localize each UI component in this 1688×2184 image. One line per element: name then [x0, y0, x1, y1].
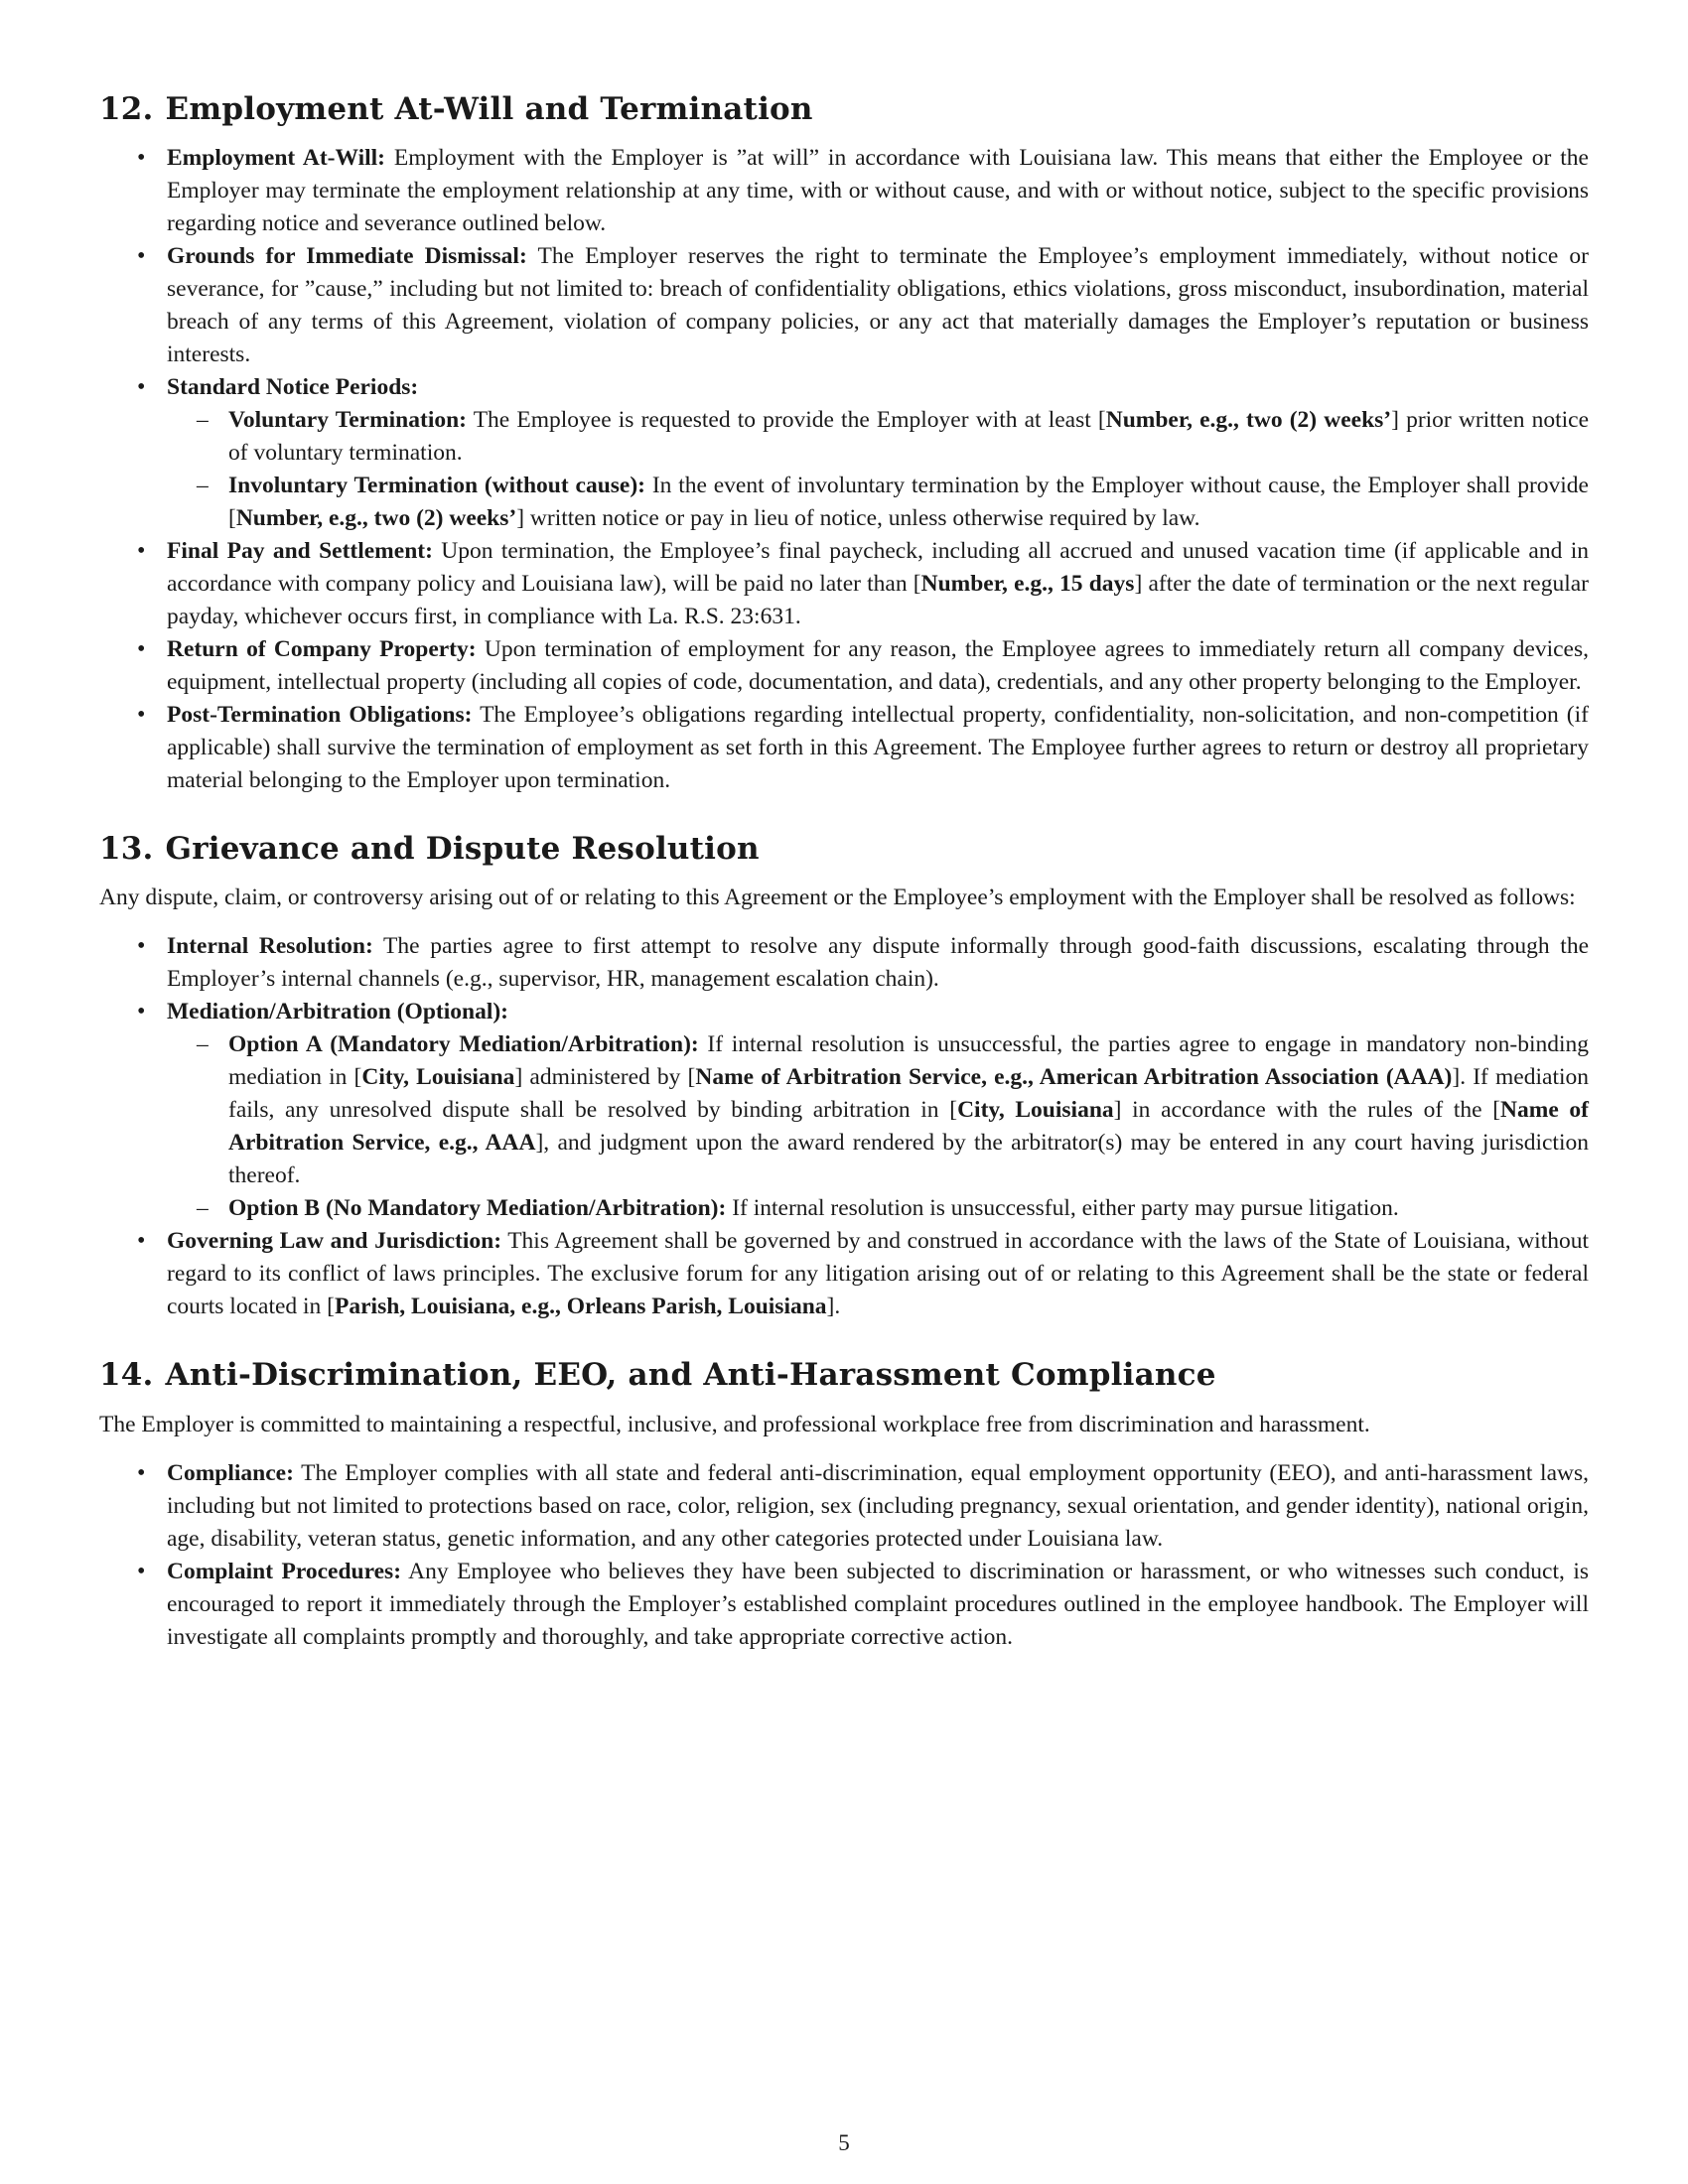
sub-list-item: – Involuntary Termination (without cause): In the event of involuntary termination by the Employer without cause, the Employer shall provide [Number, e.g., two (2) weeks’] written notice or pay in lieu of notice, unless otherwise required by law.	[228, 470, 1589, 535]
list-item: • Complaint Procedures: Any Employee who believes they have been subjected to discrimination or harassment, or who witnesses such conduct, is encouraged to report it immediately through the Employer’s established complaint procedures outlined in the employee handbook. The Employer will investigate all complaints promptly and thoroughly, and take appropriate corrective action.	[167, 1556, 1589, 1654]
section-heading: 14. Anti-Discrimination, EEO, and Anti-Harassment Compliance	[99, 1357, 1216, 1394]
document-page	[99, 91, 1589, 1688]
list-item: • Internal Resolution: The parties agree to first attempt to resolve any dispute informally through good-faith discussions, escalating through the Employer’s internal channels (e.g., supervisor, HR, management escalation chain).	[167, 930, 1589, 996]
section-heading: 12. Employment At-Will and Termination	[99, 91, 813, 127]
list-item: • Compliance: The Employer complies with all state and federal anti-discrimination, equal employment opportunity (EEO), and anti-harassment laws, including but not limited to protections based on race, color, religion, sex (including pregnancy, sexual orientation, and gender identity), national origin, age, disability, veteran status, genetic information, and any other categories protected under Louisiana law.	[167, 1457, 1589, 1556]
sub-list-item: – Voluntary Termination: The Employee is requested to provide the Employer with at least [Number, e.g., two (2) weeks’] prior written notice of voluntary termination.	[228, 404, 1589, 470]
list-item: • Final Pay and Settlement: Upon termination, the Employee’s final paycheck, including all accrued and unused vacation time (if applicable and in accordance with company policy and Louisiana law), will be paid no later than [Number, e.g., 15 days] after the date of termination or the next regular payday, whichever occurs first, in compliance with La. R.S. 23:631.	[167, 535, 1589, 633]
list-item: • Mediation/Arbitration (Optional): – Option A (Mandatory Mediation/Arbitration): If internal resolution is unsuccessful, the parties agree to engage in mandatory non-binding mediation in [City, Louisiana] administered by [Name of Arbitration Service, e.g., American Arbitration Association (AAA)]. If mediation fails, any unresolved dispute shall be resolved by binding arbitration in [City, Louisiana] in accordance with the rules of the [Name of Arbitration Service, e.g., AAA], and judgment upon the award rendered by the arbitrator(s) may be entered in any court having jurisdiction thereof. – Option B (No Mandatory Mediation/Arbitration): If internal resolution is unsuccessful, either party may pursue litigation.	[167, 996, 1589, 1225]
section-12	[99, 91, 1589, 797]
section-heading: 13. Grievance and Dispute Resolution	[99, 831, 760, 868]
list-item: • Standard Notice Periods: – Voluntary Termination: The Employee is requested to provide the Employer with at least [Number, e.g., two (2) weeks’] prior written notice of voluntary termination. – Involuntary Termination (without cause): In the event of involuntary termination by the Employer without cause, the Employer shall provide [Number, e.g., two (2) weeks’] written notice or pay in lieu of notice, unless otherwise required by law.	[167, 371, 1589, 535]
sub-list-item: – Option B (No Mandatory Mediation/Arbitration): If internal resolution is unsuccessful, either party may pursue litigation.	[228, 1192, 1589, 1225]
section-intro: Any dispute, claim, or controversy arising out of or relating to this Agreement or the Employee’s employment with the Employer shall be resolved as follows:	[99, 885, 1576, 911]
section-list	[99, 1457, 1589, 1654]
section-13	[99, 831, 1589, 1323]
list-item: • Employment At-Will: Employment with the Employer is ”at will” in accordance with Louisiana law. This means that either the Employee or the Employer may terminate the employment relationship at any time, with or without cause, and with or without notice, subject to the specific provisions regarding notice and severance outlined below.	[167, 142, 1589, 240]
section-intro: The Employer is committed to maintaining a respectful, inclusive, and professional workplace free from discrimination and harassment.	[99, 1411, 1370, 1437]
list-item: • Return of Company Property: Upon termination of employment for any reason, the Employee agrees to immediately return all company devices, equipment, intellectual property (including all copies of code, documentation, and data), credentials, and any other property belonging to the Employer.	[167, 633, 1589, 699]
sub-list-item: – Option A (Mandatory Mediation/Arbitration): If internal resolution is unsuccessful, the parties agree to engage in mandatory non-binding mediation in [City, Louisiana] administered by [Name of Arbitration Service, e.g., American Arbitration Association (AAA)]. If mediation fails, any unresolved dispute shall be resolved by binding arbitration in [City, Louisiana] in accordance with the rules of the [Name of Arbitration Service, e.g., AAA], and judgment upon the award rendered by the arbitrator(s) may be entered in any court having jurisdiction thereof.	[228, 1028, 1589, 1192]
page-number: 5	[838, 2130, 850, 2155]
section-14	[99, 1357, 1589, 1653]
sub-list	[167, 404, 1589, 535]
list-item: • Governing Law and Jurisdiction: This Agreement shall be governed by and construed in accordance with the laws of the State of Louisiana, without regard to its conflict of laws principles. The exclusive forum for any litigation arising out of or relating to this Agreement shall be the state or federal courts located in [Parish, Louisiana, e.g., Orleans Parish, Louisiana].	[167, 1225, 1589, 1323]
list-item: • Grounds for Immediate Dismissal: The Employer reserves the right to terminate the Employee’s employment immediately, without notice or severance, for ”cause,” including but not limited to: breach of confidentiality obligations, ethics violations, gross misconduct, insubordination, material breach of any terms of this Agreement, violation of company policies, or any act that materially damages the Employer’s reputation or business interests.	[167, 240, 1589, 371]
section-list	[99, 142, 1589, 797]
sub-list	[167, 1028, 1589, 1225]
list-item: • Post-Termination Obligations: The Employee’s obligations regarding intellectual property, confidentiality, non-solicitation, and non-competition (if applicable) shall survive the termination of employment as set forth in this Agreement. The Employee further agrees to return or destroy all proprietary material belonging to the Employer upon termination.	[167, 699, 1589, 797]
section-list	[99, 930, 1589, 1323]
